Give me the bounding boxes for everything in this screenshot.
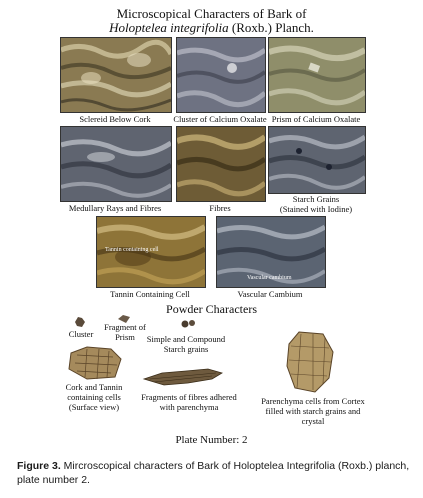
powder-label-fibres: Fragments of fibres adhered with parenchyma — [141, 392, 237, 412]
species-name: Holoptelea integrifolia — [109, 20, 229, 35]
figure-caption-text: Mircroscopical characters of Bark of Holoptelea Integrifolia (Roxb.) planch, plate number 2. — [17, 460, 410, 486]
powder-label-cork: Cork and Tannin containing cells (Surface view) — [65, 382, 123, 412]
powder-label-cluster: Cluster — [68, 329, 94, 339]
micrograph-tannin-cell — [96, 216, 206, 288]
powder-heading: Powder Characters — [166, 302, 257, 316]
caption-starch-grains-note: (Stained with Iodine) — [279, 204, 353, 214]
powder-label-parenchyma: Parenchyma cells from Cortex filled with starch grains and crystal — [261, 396, 365, 426]
powder-parenchyma-image — [285, 330, 335, 394]
powder-fibres-image — [142, 365, 224, 389]
caption-tannin-cell: Tannin Containing Cell — [110, 289, 190, 299]
micrograph-prism-oxalate — [268, 37, 366, 113]
inlay-label-tannin: Tannin containing cell — [105, 247, 159, 253]
figure-caption — [17, 459, 412, 487]
micrograph-sclereid — [60, 37, 172, 113]
powder-cork-image — [67, 345, 123, 381]
caption-vascular-cambium: Vascular Cambium — [237, 289, 303, 299]
figure-title-line2 — [0, 20, 423, 35]
caption-prism-oxalate: Prism of Calcium Oxalate — [271, 114, 361, 124]
species-authority: (Roxb.) Planch. — [228, 20, 314, 35]
figure-caption-label: Figure 3. — [17, 460, 61, 472]
caption-cluster-oxalate: Cluster of Calcium Oxalate — [173, 114, 267, 124]
plate-number: Plate Number: 2 — [175, 434, 248, 446]
micrograph-vascular-cambium — [216, 216, 326, 288]
caption-starch-grains: Starch Grains — [292, 194, 340, 204]
micrograph-medullary-rays — [60, 126, 172, 202]
powder-label-starch: Simple and Compound Starch grains — [146, 334, 226, 354]
micrograph-cluster-oxalate — [176, 37, 266, 113]
caption-fibres: Fibres — [209, 203, 231, 213]
powder-starch-image — [180, 318, 198, 330]
powder-cluster-image — [73, 316, 87, 328]
micrograph-starch-grains — [268, 126, 366, 194]
powder-label-prism: Fragment of Prism — [104, 322, 146, 342]
figure-title-line1: Microscopical Characters of Bark of — [116, 6, 307, 21]
inlay-label-cambium: Vascular cambium — [247, 275, 292, 281]
caption-medullary-rays: Medullary Rays and Fibres — [68, 203, 162, 213]
caption-sclereid: Sclereid Below Cork — [79, 114, 151, 124]
micrograph-fibres — [176, 126, 266, 202]
